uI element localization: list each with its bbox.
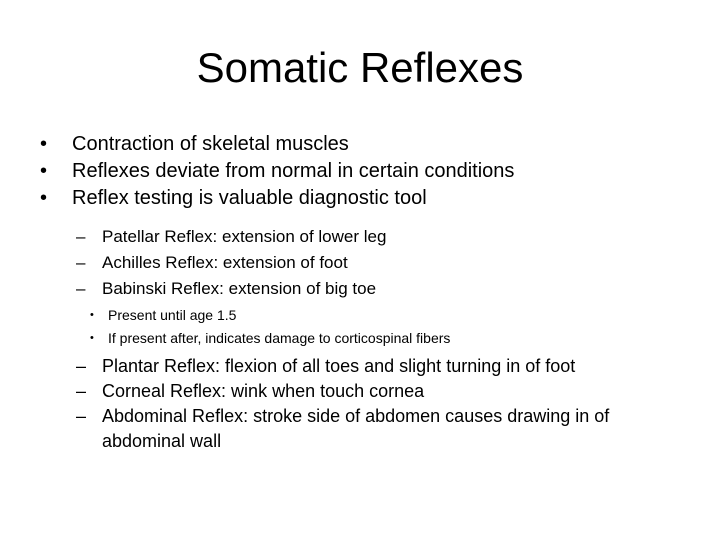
bullet-item: • Reflexes deviate from normal in certain conditions <box>40 158 690 185</box>
babinski-detail-list <box>90 304 690 350</box>
bullet-item: • Contraction of skeletal muscles <box>40 131 690 158</box>
sub-bullet-item: – Abdominal Reflex: stroke side of abdomen causes drawing in of abdominal wall <box>76 404 690 454</box>
sub-bullet-item: – Plantar Reflex: flexion of all toes and slight turning in of foot <box>76 354 690 379</box>
detail-bullet-item: • Present until age 1.5 <box>90 304 690 327</box>
reflex-sub-list <box>76 224 690 302</box>
bullet-item: • Reflex testing is valuable diagnostic tool <box>40 185 690 212</box>
slide-title: Somatic Reflexes <box>196 44 524 91</box>
sub-bullet-item: – Corneal Reflex: wink when touch cornea <box>76 379 690 404</box>
sub-bullet-item: – Patellar Reflex: extension of lower leg <box>76 224 690 250</box>
reflex-sub-list-continued <box>76 354 690 454</box>
main-bullet-list <box>40 131 690 212</box>
sub-bullet-item: – Babinski Reflex: extension of big toe <box>76 276 690 302</box>
detail-bullet-item: • If present after, indicates damage to corticospinal fibers <box>90 327 690 350</box>
sub-bullet-item: – Achilles Reflex: extension of foot <box>76 250 690 276</box>
slide-content <box>40 131 690 454</box>
